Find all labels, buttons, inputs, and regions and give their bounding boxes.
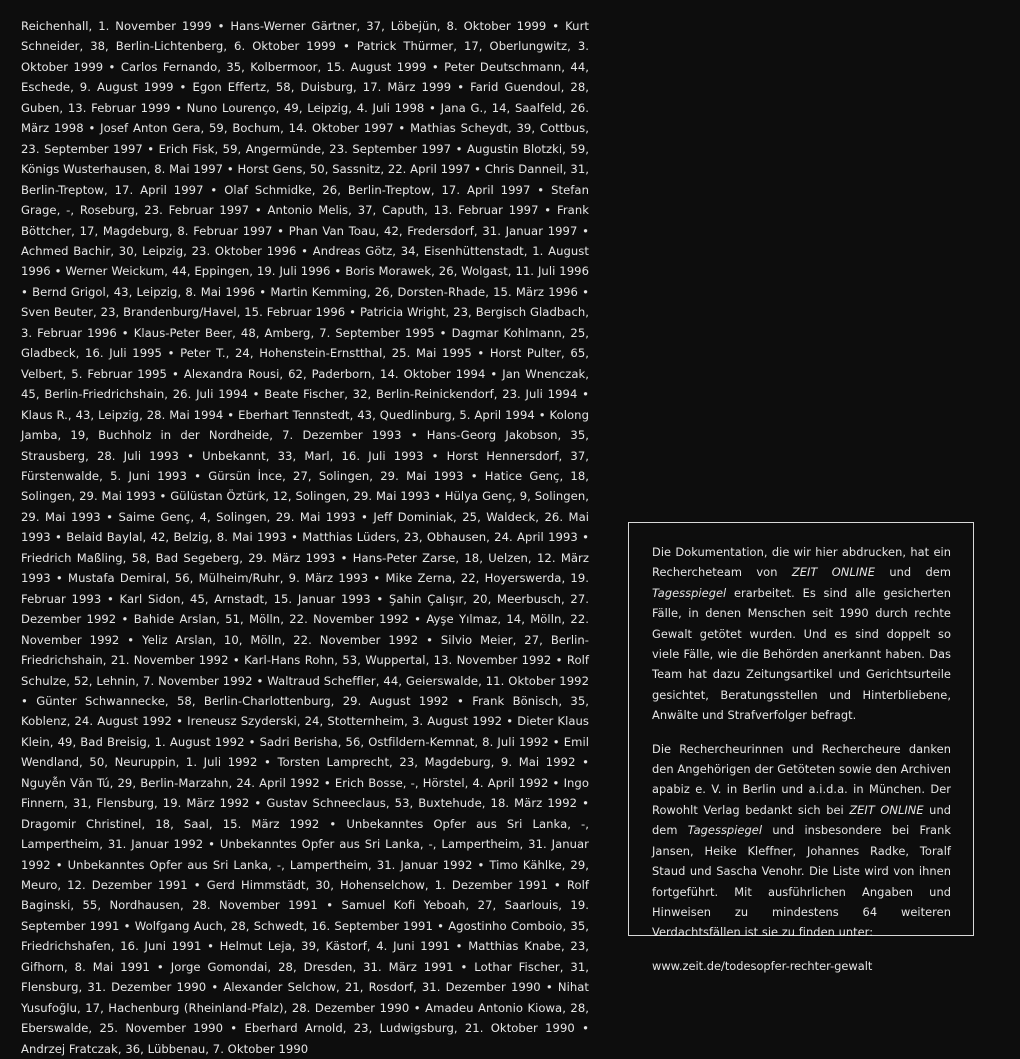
thanks-text-c: und dem [652, 802, 951, 838]
thanks-tagesspiegel: Tagesspiegel [687, 823, 763, 838]
intro-text-c: und dem [874, 565, 951, 580]
source-url[interactable]: www.zeit.de/todesopfer-rechter-gewalt [652, 958, 873, 973]
thanks-zeit-online: ZEIT ONLINE [849, 802, 924, 817]
info-paragraph-thanks [652, 739, 951, 943]
info-paragraph-intro [652, 542, 951, 726]
intro-text-a: Die Dokumentation, die wir hier abdrucken, hat ein Rechercheteam von [652, 545, 951, 580]
victims-list-text: Reichenhall, 1. November 1999 • Hans-Werner Gärtner, 37, Löbejün, 8. Oktober 1999 • Kurt Schneider, 38, Berlin-Lichtenberg, 6. Oktober 1999 • Patrick Thürmer, 17, Oberlungwitz, 3. Oktober 1999 • Carlos Fernando, 35, Kolbermoor, 15. August 1999 • Peter Deutschmann, 44, Eschede, 9. August 1999 • Egon Effertz, 58, Duisburg, 17. März 1999 • Farid Guendoul, 28, Guben, 13. Februar 1999 • Nuno Lourenço, 49, Leipzig, 4. Juli 1998 • Jana G., 14, Saalfeld, 26. März 1998 • Josef Anton Gera, 59, Bochum, 14. Oktober 1997 • Mathias Scheydt, 39, Cottbus, 23. September 1997 • Erich Fisk, 59, Angermünde, 23. September 1997 • Augustin Blotzki, 59, Königs Wusterhausen, 8. Mai 1997 • Horst Gens, 50, Sassnitz, 22. April 1997 • Chris Danneil, 31, Berlin-Treptow, 17. April 1997 • Olaf Schmidke, 26, Berlin-Treptow, 17. April 1997 • Stefan Grage, -, Roseburg, 23. Februar 1997 • Antonio Melis, 37, Caputh, 13. Februar 1997 • Frank Böttcher, 17, Magdeburg, 8. Februar 1997 • Phan Van Toau, 42, Fredersdorf, 31. Januar 1997 • Achmed Bachir, 30, Leipzig, 23. Oktober 1996 • Andreas Götz, 34, Eisenhüttenstadt, 1. August 1996 • Werner Weickum, 44, Eppingen, 19. Juli 1996 • Boris Morawek, 26, Wolgast, 11. Juli 1996 • Bernd Grigol, 43, Leipzig, 8. Mai 1996 • Martin Kemming, 26, Dorsten-Rhade, 15. März 1996 • Sven Beuter, 23, Brandenburg/Havel, 15. Februar 1996 • Patricia Wright, 23, Bergisch Gladbach, 3. Februar 1996 • Klaus-Peter Beer, 48, Amberg, 7. September 1995 • Dagmar Kohlmann, 25, Gladbeck, 16. Juli 1995 • Peter T., 24, Hohenstein-Ernstthal, 25. Mai 1995 • Horst Pulter, 65, Velbert, 5. Februar 1995 • Alexandra Rousi, 62, Paderborn, 14. Oktober 1994 • Jan Wnenczak, 45, Berlin-Friedrichshain, 26. Juli 1994 • Beate Fischer, 32, Berlin-Reinickendorf, 23. Juli 1994 • Klaus R., 43, Leipzig, 28. Mai 1994 • Eberhart Tennstedt, 43, Quedlinburg, 5. April 1994 • Kolong Jamba, 19, Buchholz in der Nordheide, 7. Dezember 1993 • Hans-Georg Jakobson, 35, Strausberg, 28. Juli 1993 • Unbekannt, 33, Marl, 16. Juli 1993 • Horst Hennersdorf, 37, Fürstenwalde, 5. Juni 1993 • Gürsün İnce, 27, Solingen, 29. Mai 1993 • Hatice Genç, 18, Solingen, 29. Mai 1993 • Gülüstan Öztürk, 12, Solingen, 29. Mai 1993 • Hülya Genç, 9, Solingen, 29. Mai 1993 • Saime Genç, 4, Solingen, 29. Mai 1993 • Jeff Dominiak, 25, Waldeck, 26. Mai 1993 • Belaid Baylal, 42, Belzig, 8. Mai 1993 • Matthias Lüders, 23, Obhausen, 24. April 1993 • Friedrich Maßling, 58, Bad Segeberg, 29. März 1993 • Hans-Peter Zarse, 18, Uelzen, 12. März 1993 • Mustafa Demiral, 56, Mülheim/Ruhr, 9. März 1993 • Mike Zerna, 22, Hoyerswerda, 19. Februar 1993 • Karl Sidon, 45, Arnstadt, 15. Januar 1993 • Şahin Çalışır, 20, Meerbusch, 27. Dezember 1992 • Bahide Arslan, 51, Mölln, 22. November 1992 • Ayşe Yılmaz, 14, Mölln, 22. November 1992 • Yeliz Arslan, 10, Mölln, 22. November 1992 • Silvio Meier, 27, Berlin-Friedrichshain, 21. November 1992 • Karl-Hans Rohn, 53, Wuppertal, 13. November 1992 • Rolf Schulze, 52, Lehnin, 7. November 1992 • Waltraud Scheffler, 44, Geierswalde, 11. Oktober 1992 • Günter Schwannecke, 58, Berlin-Charlottenburg, 29. August 1992 • Frank Bönisch, 35, Koblenz, 24. August 1992 • Ireneusz Szyderski, 24, Stotternheim, 3. August 1992 • Dieter Klaus Klein, 49, Bad Breisig, 1. August 1992 • Sadri Berisha, 56, Ostfildern-Kemnat, 8. Juli 1992 • Emil Wendland, 50, Neuruppin, 1. Juli 1992 • Torsten Lamprecht, 23, Magdeburg, 9. Mai 1992 • Nguyễn Văn Tú, 29, Berlin-Marzahn, 24. April 1992 • Erich Bosse, -, Hörstel, 4. April 1992 • Ingo Finnern, 31, Flensburg, 19. März 1992 • Gustav Schneeclaus, 53, Buxtehude, 18. März 1992 • Dragomir Christinel, 18, Saal, 15. März 1992 • Unbekanntes Opfer aus Sri Lanka, -, Lampertheim, 31. Januar 1992 • Unbekanntes Opfer aus Sri Lanka, -, Lampertheim, 31. Januar 1992 • Unbekanntes Opfer aus Sri Lanka, -, Lampertheim, 31. Januar 1992 • Timo Kählke, 29, Meuro, 12. Dezember 1991 • Gerd Himmstädt, 30, Hohenselchow, 1. Dezember 1991 • Rolf Baginski, 55, Nordhausen, 28. November 1991 • Samuel Kofi Yeboah, 27, Saarlouis, 19. September 1991 • Wolfgang Auch, 28, Schwedt, 16. September 1991 • Agostinho Comboio, 35, Friedrichshafen, 16. Juni 1991 • Helmut Leja, 39, Kästorf, 4. Juni 1991 • Matthias Knabe, 23, Gifhorn, 8. Mai 1991 • Jorge Gomondai, 28, Dresden, 31. März 1991 • Lothar Fischer, 31, Flensburg, 31. Dezember 1990 • Alexander Selchow, 21, Rosdorf, 31. Dezember 1990 • Nihat Yusufoğlu, 17, Hachenburg (Rheinland-Pfalz), 28. Dezember 1990 • Amadeu Antonio Kiowa, 28, Eberswalde, 25. November 1990 • Eberhard Arnold, 23, Ludwigsburg, 21. Oktober 1990 • Andrzej Fratczak, 36, Lübbenau, 7. Oktober 1990 [21, 19, 589, 1056]
thanks-text-a: Die Rechercheurinnen und Rechercheure danken den Angehörigen der Getöteten sowie den Archiven apabiz e. V. in Berlin und a.i.d.a. in München. Der Rowohlt Verlag bedankt sich bei [652, 741, 951, 817]
thanks-text-e: und insbesondere bei Frank Jansen, Heike Kleffner, Johannes Radke, Toralf Staud und Sascha Venohr. Die Liste wird von ihnen fortgeführt. Mit ausführlichen Angaben und Hinweisen zu mindestens 64 weiteren Verdachtsfällen ist sie zu finden unter: [652, 823, 951, 940]
intro-text-e: erarbeitet. Es sind alle gesicherten Fälle, in denen Menschen seit 1990 durch rechte Gewalt getötet wurden. Und es sind doppelt so viele Fälle, wie die Behörden anerkannt haben. Das Team hat dazu Zeitungsartikel und Gerichtsurteile gesichtet, Beratungsstellen und Hinterbliebene, Anwälte und Strafverfolger befragt. [652, 585, 951, 723]
intro-tagesspiegel: Tagesspiegel [652, 585, 727, 600]
info-box [628, 522, 974, 973]
intro-zeit-online: ZEIT ONLINE [791, 565, 875, 580]
